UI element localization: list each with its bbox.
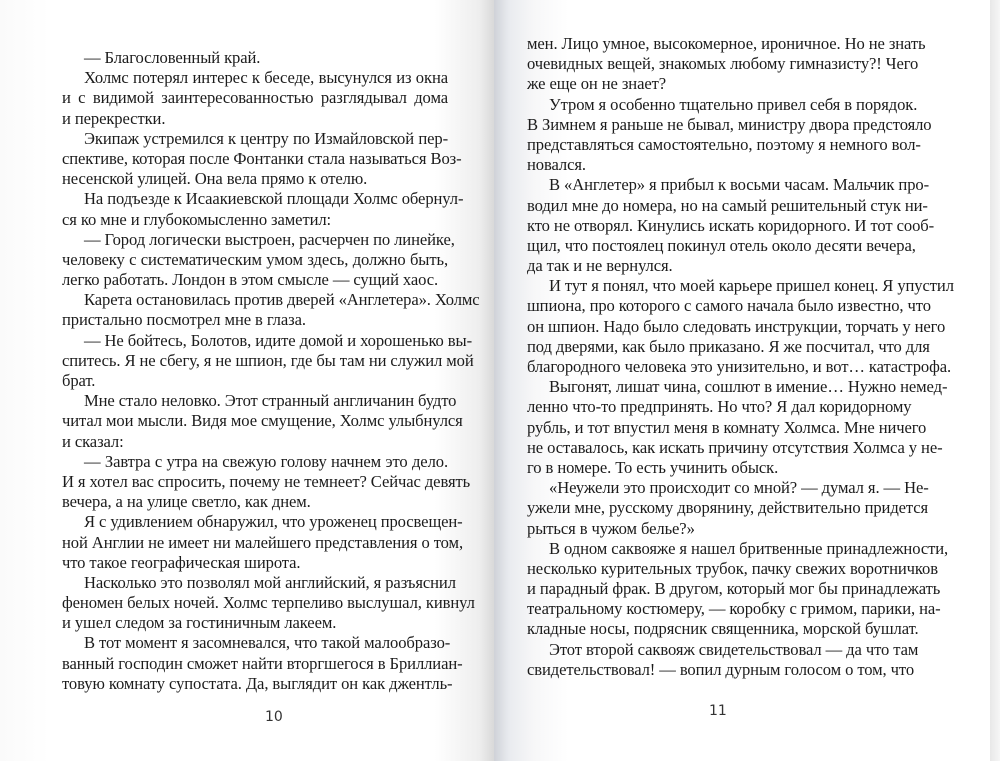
left-page-text — [62, 48, 480, 694]
text-line: В одном саквояже я нашел бритвенные принадлежности, — [549, 538, 949, 558]
text-line: феномен белых ночей. Холмс терпеливо выслушал, кивнул — [62, 593, 475, 613]
text-line: несколько курительных трубок, пачку свежих воротничков — [527, 558, 938, 578]
text-line: В тот момент я засомневался, что такой малообразо- — [84, 633, 451, 653]
text-line: В Зимнем я раньше не бывал, министру двора предстояло — [527, 114, 932, 134]
text-line: читал мои мысли. Видя мое смущение, Холмс улыбнулся — [62, 411, 463, 431]
text-line: человеку с систематическим умом здесь, должно быть, — [62, 249, 448, 269]
text-line: — Город логически выстроен, расчерчен по линейке, — [84, 229, 455, 249]
text-line: ленно что-то предпринять. Но что? Я дал коридорному — [527, 397, 912, 417]
left-page — [0, 0, 494, 761]
text-line: ной Англии не имеет ни малейшего представления о том, — [62, 532, 464, 552]
text-line: ся ко мне и глубокомысленно заметил: — [62, 209, 332, 229]
text-line: Я с удивлением обнаружил, что уроженец просвещен- — [84, 512, 463, 532]
text-line: водил мне до номера, но на самый решительный стук ни- — [527, 195, 928, 215]
text-line: представляться самостоятельно, поэтому я немного вол- — [527, 134, 921, 154]
text-line: несенской улицей. Она вела прямо к отелю. — [62, 169, 368, 189]
text-line: мен. Лицо умное, высокомерное, ироничное. Но не знать — [527, 34, 926, 53]
text-line: Этот второй саквояж свидетельствовал — да что там — [549, 639, 919, 659]
text-line: И я хотел вас спросить, почему не темнеет? Сейчас девять — [62, 471, 471, 491]
right-page — [494, 0, 990, 761]
text-line: В «Англетер» я прибыл к восьми часам. Мальчик про- — [549, 175, 930, 195]
text-line: кто не отворял. Кинулись искать коридорного. И тот сооб- — [527, 215, 935, 235]
text-line: свидетельствовал! — вопил дурным голосом о том, что — [527, 659, 915, 679]
text-line: и парадный фрак. В другом, который мог бы принадлежать — [527, 579, 941, 599]
text-line: Насколько это позволял мой английский, я разъяснил — [84, 572, 456, 592]
text-line: вечера, а на улице светло, как днем. — [62, 492, 311, 512]
text-line: го в номере. То есть учинить обыск. — [527, 457, 779, 477]
page-edge — [990, 0, 1000, 761]
text-line: — Завтра с утра на свежую голову начнем это дело. — [84, 451, 448, 471]
page-number-right: 11 — [709, 703, 727, 719]
text-line: Выгонят, лишат чина, сошлют в имение… Нужно немед- — [549, 377, 948, 397]
text-line: рыться в чужом белье?» — [527, 518, 695, 538]
text-line: и с видимой заинтересованностью разглядывал дома — [62, 88, 448, 108]
text-line: что такое географическая широта. — [62, 552, 301, 572]
text-line: ужели мне, русскому дворянину, действительно придется — [527, 498, 929, 518]
text-line: очевидных вещей, знакомых любому гимназисту?! Чего — [527, 54, 919, 74]
text-line: и ушел следом за гостиничным лакеем. — [62, 613, 337, 633]
text-line: легко работать. Лондон в этом смысле — сущий хаос. — [62, 270, 439, 290]
text-line: не оставалось, как искать причину отсутствия Холмса у не- — [527, 437, 943, 457]
text-line: и перекрестки. — [62, 108, 166, 128]
text-line: театральному костюмеру, — коробку с гримом, парики, на- — [527, 599, 941, 619]
text-line: да так и не вернулся. — [527, 256, 673, 276]
page-number-left: 10 — [265, 709, 283, 725]
text-line: «Неужели это происходит со мной? — думал я. — Не- — [549, 478, 929, 498]
text-line: кладные носы, подрясник священника, морской бушлат. — [527, 619, 919, 639]
text-line: рубль, и тот впустил меня в комнату Холмса. Мне ничего — [527, 417, 927, 437]
text-line: На подъезде к Исаакиевской площади Холмс обернул- — [84, 189, 464, 209]
text-line: — Не бойтесь, Болотов, идите домой и хорошенько вы- — [84, 330, 473, 350]
text-line: щил, что постоялец покинул отель около десяти вечера, — [527, 235, 916, 255]
text-line: Утром я особенно тщательно привел себя в порядок. — [549, 94, 918, 114]
text-line: товую комнату супостата. Да, выглядит он как джентль- — [62, 673, 453, 693]
text-line: шпиона, про которого с самого начала было известно, что — [527, 296, 931, 316]
text-line: пристально посмотрел мне в глаза. — [62, 310, 306, 330]
text-line: благородного человека это унизительно, и вот… катастрофа. — [527, 357, 952, 376]
text-line: ванный господин сможет найти вторгшегося в Бриллиан- — [62, 653, 463, 673]
text-line: новался. — [527, 155, 586, 175]
text-line: брат. — [62, 371, 96, 390]
text-line: Экипаж устремился к центру по Измайловской пер- — [84, 128, 448, 148]
text-line: Мне стало неловко. Этот странный англичанин будто — [84, 391, 457, 411]
text-line: Холмс потерял интерес к беседе, высунулся из окна — [84, 68, 448, 88]
text-line: спитесь. Я не сбегу, я не шпион, где бы там ни служил мой — [62, 350, 474, 370]
right-page-text — [527, 34, 954, 680]
text-line: же еще он не знает? — [527, 74, 667, 94]
text-line: и сказал: — [62, 431, 124, 451]
text-line: — Благословенный край. — [84, 48, 261, 67]
text-line: спективе, которая после Фонтанки стала называться Воз- — [62, 148, 462, 168]
text-line: Карета остановилась против дверей «Англетера». Холмс — [84, 290, 480, 310]
text-line: он шпион. Надо было следовать инструкции, торчать у него — [527, 316, 946, 336]
text-line: И тут я понял, что моей карьере пришел конец. Я упустил — [549, 276, 954, 296]
text-line: под дверями, как было приказано. Я же посчитал, что для — [527, 336, 930, 356]
